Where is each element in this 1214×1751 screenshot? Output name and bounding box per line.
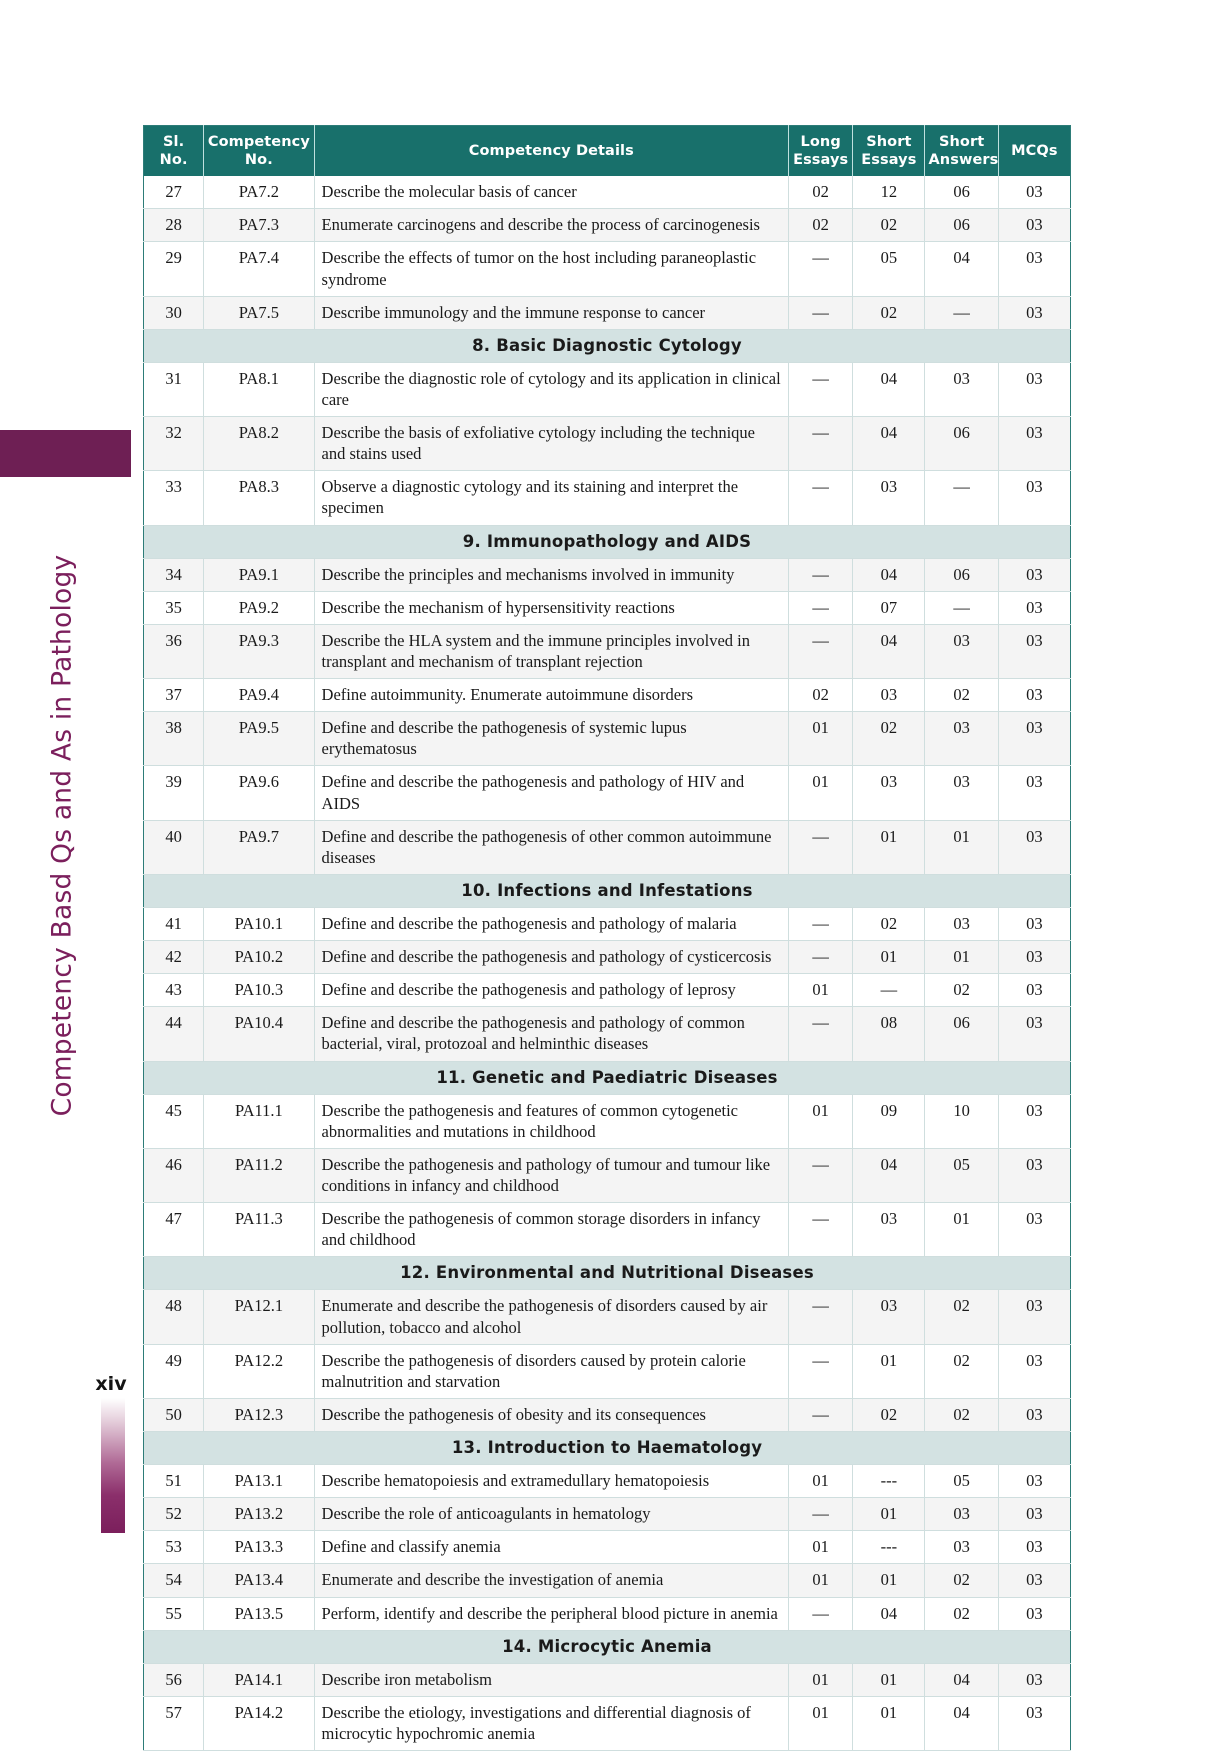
cell-long-essays: 01 [789, 1094, 853, 1148]
cell-sl-no: 48 [144, 1290, 204, 1344]
table-row [144, 1663, 1071, 1696]
cell-competency-details: Define and describe the pathogenesis and pathology of leprosy [314, 974, 789, 1007]
cell-mcqs: 03 [998, 1465, 1070, 1498]
column-header-mcqs: MCQs [998, 126, 1070, 177]
cell-mcqs: 03 [998, 1007, 1070, 1061]
cell-long-essays: — [789, 591, 853, 624]
cell-short-answers: — [925, 471, 998, 525]
cell-short-essays: --- [853, 1531, 925, 1564]
cell-short-answers: 02 [925, 974, 998, 1007]
cell-short-answers: 03 [925, 712, 998, 766]
cell-long-essays: — [789, 624, 853, 678]
cell-mcqs: 03 [998, 296, 1070, 329]
cell-mcqs: 03 [998, 1398, 1070, 1431]
cell-short-answers: 01 [925, 820, 998, 874]
cell-long-essays: — [789, 242, 853, 296]
section-heading-row [144, 1630, 1071, 1663]
cell-mcqs: 03 [998, 1290, 1070, 1344]
table-row [144, 1290, 1071, 1344]
cell-short-essays: 01 [853, 1498, 925, 1531]
table-row [144, 766, 1071, 820]
cell-competency-details: Define and describe the pathogenesis of other common autoimmune diseases [314, 820, 789, 874]
cell-short-answers: 04 [925, 242, 998, 296]
cell-short-answers: 05 [925, 1148, 998, 1202]
cell-short-essays: 01 [853, 1696, 925, 1750]
column-header-short-essays: Short Essays [853, 126, 925, 177]
cell-competency-no: PA11.1 [204, 1094, 314, 1148]
cell-mcqs: 03 [998, 417, 1070, 471]
section-heading-label: 11. Genetic and Paediatric Diseases [144, 1061, 1071, 1094]
cell-sl-no: 55 [144, 1597, 204, 1630]
cell-long-essays: 01 [789, 974, 853, 1007]
cell-short-answers: 06 [925, 176, 998, 209]
cell-long-essays: — [789, 362, 853, 416]
cell-sl-no: 27 [144, 176, 204, 209]
cell-sl-no: 42 [144, 941, 204, 974]
cell-mcqs: 03 [998, 1203, 1070, 1257]
cell-competency-no: PA9.6 [204, 766, 314, 820]
cell-mcqs: 03 [998, 471, 1070, 525]
cell-short-answers: 02 [925, 1564, 998, 1597]
cell-sl-no: 53 [144, 1531, 204, 1564]
cell-sl-no: 35 [144, 591, 204, 624]
cell-long-essays: 01 [789, 1564, 853, 1597]
cell-mcqs: 03 [998, 712, 1070, 766]
cell-competency-details: Describe the basis of exfoliative cytology including the technique and stains used [314, 417, 789, 471]
cell-short-answers: 05 [925, 1465, 998, 1498]
cell-competency-details: Define autoimmunity. Enumerate autoimmune disorders [314, 679, 789, 712]
section-heading-row [144, 1061, 1071, 1094]
cell-short-answers: 02 [925, 1344, 998, 1398]
cell-short-essays: — [853, 974, 925, 1007]
cell-short-answers: 10 [925, 1094, 998, 1148]
cell-competency-no: PA11.3 [204, 1203, 314, 1257]
cell-short-essays: 03 [853, 1290, 925, 1344]
table-row [144, 1696, 1071, 1750]
cell-short-essays: 03 [853, 471, 925, 525]
cell-short-essays: 01 [853, 1663, 925, 1696]
cell-short-answers: 02 [925, 679, 998, 712]
cell-sl-no: 31 [144, 362, 204, 416]
table-row [144, 679, 1071, 712]
table-row [144, 471, 1071, 525]
cell-sl-no: 28 [144, 209, 204, 242]
table-row [144, 1597, 1071, 1630]
section-heading-label: 9. Immunopathology and AIDS [144, 525, 1071, 558]
cell-mcqs: 03 [998, 362, 1070, 416]
cell-sl-no: 49 [144, 1344, 204, 1398]
cell-short-essays: --- [853, 1465, 925, 1498]
cell-short-essays: 01 [853, 820, 925, 874]
cell-competency-details: Describe the diagnostic role of cytology and its application in clinical care [314, 362, 789, 416]
table-row [144, 1148, 1071, 1202]
section-heading-label: 14. Microcytic Anemia [144, 1630, 1071, 1663]
cell-competency-no: PA8.3 [204, 471, 314, 525]
cell-competency-details: Define and describe the pathogenesis of systemic lupus erythematosus [314, 712, 789, 766]
table-row [144, 1344, 1071, 1398]
cell-long-essays: 01 [789, 1465, 853, 1498]
cell-short-essays: 01 [853, 941, 925, 974]
cell-short-essays: 12 [853, 176, 925, 209]
cell-mcqs: 03 [998, 1094, 1070, 1148]
cell-competency-no: PA13.5 [204, 1597, 314, 1630]
cell-competency-no: PA10.2 [204, 941, 314, 974]
cell-mcqs: 03 [998, 1531, 1070, 1564]
cell-long-essays: — [789, 820, 853, 874]
cell-competency-no: PA9.3 [204, 624, 314, 678]
cell-short-essays: 04 [853, 1148, 925, 1202]
page-number: xiv [95, 1373, 127, 1395]
table-row [144, 941, 1071, 974]
cell-short-essays: 02 [853, 712, 925, 766]
section-heading-row [144, 1431, 1071, 1464]
cell-sl-no: 32 [144, 417, 204, 471]
cell-competency-details: Enumerate carcinogens and describe the process of carcinogenesis [314, 209, 789, 242]
table-header-row [144, 126, 1071, 177]
column-header-competency-details: Competency Details [314, 126, 789, 177]
section-heading-row [144, 525, 1071, 558]
section-heading-label: 10. Infections and Infestations [144, 874, 1071, 907]
section-heading-row [144, 1257, 1071, 1290]
cell-long-essays: 01 [789, 766, 853, 820]
table-row [144, 1094, 1071, 1148]
cell-competency-details: Describe the etiology, investigations and differential diagnosis of microcytic hypochromic anemia [314, 1696, 789, 1750]
cell-mcqs: 03 [998, 1344, 1070, 1398]
table-row [144, 974, 1071, 1007]
cell-sl-no: 43 [144, 974, 204, 1007]
cell-long-essays: — [789, 941, 853, 974]
cell-sl-no: 34 [144, 558, 204, 591]
cell-mcqs: 03 [998, 1498, 1070, 1531]
cell-competency-details: Define and describe the pathogenesis and pathology of HIV and AIDS [314, 766, 789, 820]
cell-mcqs: 03 [998, 1696, 1070, 1750]
cell-sl-no: 52 [144, 1498, 204, 1531]
cell-competency-no: PA13.4 [204, 1564, 314, 1597]
cell-short-essays: 03 [853, 766, 925, 820]
cell-sl-no: 39 [144, 766, 204, 820]
table-row [144, 417, 1071, 471]
cell-mcqs: 03 [998, 176, 1070, 209]
cell-mcqs: 03 [998, 820, 1070, 874]
column-header-sl-no: Sl. No. [144, 126, 204, 177]
cell-short-answers: 06 [925, 1007, 998, 1061]
cell-competency-details: Describe the pathogenesis of obesity and its consequences [314, 1398, 789, 1431]
table-row [144, 907, 1071, 940]
table-row [144, 712, 1071, 766]
cell-competency-details: Perform, identify and describe the peripheral blood picture in anemia [314, 1597, 789, 1630]
table-row [144, 1203, 1071, 1257]
cell-long-essays: 02 [789, 209, 853, 242]
cell-long-essays: — [789, 1203, 853, 1257]
cell-short-essays: 02 [853, 296, 925, 329]
table-row [144, 624, 1071, 678]
table-row [144, 176, 1071, 209]
cell-sl-no: 41 [144, 907, 204, 940]
cell-short-essays: 01 [853, 1564, 925, 1597]
cell-short-answers: 03 [925, 766, 998, 820]
cell-competency-details: Describe the principles and mechanisms involved in immunity [314, 558, 789, 591]
cell-long-essays: 01 [789, 1663, 853, 1696]
column-header-long-essays: Long Essays [789, 126, 853, 177]
cell-long-essays: — [789, 1148, 853, 1202]
cell-competency-details: Enumerate and describe the pathogenesis of disorders caused by air pollution, tobacco and alcohol [314, 1290, 789, 1344]
cell-competency-no: PA7.4 [204, 242, 314, 296]
cell-sl-no: 57 [144, 1696, 204, 1750]
book-running-title: Competency Basd Qs and As in Pathology [46, 554, 78, 1117]
cell-competency-details: Define and describe the pathogenesis and pathology of cysticercosis [314, 941, 789, 974]
cell-short-essays: 02 [853, 1398, 925, 1431]
cell-short-answers: 02 [925, 1398, 998, 1431]
cell-short-essays: 03 [853, 1203, 925, 1257]
cell-competency-details: Describe the HLA system and the immune principles involved in transplant and mechanism of transplant rejection [314, 624, 789, 678]
cell-long-essays: 01 [789, 1696, 853, 1750]
cell-short-answers: 06 [925, 417, 998, 471]
cell-sl-no: 45 [144, 1094, 204, 1148]
cell-competency-no: PA10.4 [204, 1007, 314, 1061]
cell-short-answers: 03 [925, 907, 998, 940]
cell-competency-details: Describe the pathogenesis of common storage disorders in infancy and childhood [314, 1203, 789, 1257]
cell-competency-no: PA8.1 [204, 362, 314, 416]
cell-short-essays: 01 [853, 1344, 925, 1398]
cell-short-essays: 04 [853, 362, 925, 416]
cell-short-essays: 05 [853, 242, 925, 296]
cell-mcqs: 03 [998, 558, 1070, 591]
table-row [144, 1498, 1071, 1531]
column-header-short-answers: Short Answers [925, 126, 998, 177]
cell-short-essays: 04 [853, 1597, 925, 1630]
cell-short-essays: 02 [853, 907, 925, 940]
cell-competency-no: PA11.2 [204, 1148, 314, 1202]
cell-long-essays: — [789, 558, 853, 591]
cell-competency-no: PA12.1 [204, 1290, 314, 1344]
cell-long-essays: 01 [789, 712, 853, 766]
cell-competency-details: Enumerate and describe the investigation of anemia [314, 1564, 789, 1597]
cell-short-essays: 02 [853, 209, 925, 242]
cell-competency-details: Describe immunology and the immune response to cancer [314, 296, 789, 329]
cell-short-essays: 04 [853, 417, 925, 471]
cell-short-answers: 03 [925, 362, 998, 416]
cell-short-essays: 07 [853, 591, 925, 624]
cell-mcqs: 03 [998, 941, 1070, 974]
cell-short-answers: 04 [925, 1696, 998, 1750]
cell-long-essays: — [789, 1344, 853, 1398]
cell-long-essays: — [789, 417, 853, 471]
cell-mcqs: 03 [998, 679, 1070, 712]
table-row [144, 820, 1071, 874]
cell-mcqs: 03 [998, 1564, 1070, 1597]
cell-competency-no: PA14.1 [204, 1663, 314, 1696]
table-row [144, 558, 1071, 591]
cell-mcqs: 03 [998, 907, 1070, 940]
cell-sl-no: 29 [144, 242, 204, 296]
section-heading-label: 8. Basic Diagnostic Cytology [144, 329, 1071, 362]
cell-short-answers: 01 [925, 1203, 998, 1257]
cell-mcqs: 03 [998, 1597, 1070, 1630]
section-heading-label: 13. Introduction to Haematology [144, 1431, 1071, 1464]
cell-competency-no: PA12.2 [204, 1344, 314, 1398]
cell-sl-no: 30 [144, 296, 204, 329]
cell-competency-no: PA10.3 [204, 974, 314, 1007]
cell-short-essays: 09 [853, 1094, 925, 1148]
cell-short-answers: 03 [925, 1531, 998, 1564]
column-header-competency-no: Competency No. [204, 126, 314, 177]
cell-long-essays: — [789, 296, 853, 329]
cell-competency-no: PA7.3 [204, 209, 314, 242]
table-row [144, 1007, 1071, 1061]
left-decorative-rail [0, 0, 140, 1533]
table-row [144, 209, 1071, 242]
cell-short-answers: 02 [925, 1597, 998, 1630]
cell-sl-no: 46 [144, 1148, 204, 1202]
cell-competency-details: Describe iron metabolism [314, 1663, 789, 1696]
cell-short-answers: 03 [925, 1498, 998, 1531]
cell-short-answers: 04 [925, 1663, 998, 1696]
cell-sl-no: 40 [144, 820, 204, 874]
cell-competency-no: PA13.2 [204, 1498, 314, 1531]
cell-sl-no: 37 [144, 679, 204, 712]
cell-competency-no: PA12.3 [204, 1398, 314, 1431]
cell-sl-no: 56 [144, 1663, 204, 1696]
cell-mcqs: 03 [998, 766, 1070, 820]
cell-mcqs: 03 [998, 242, 1070, 296]
cell-competency-no: PA9.2 [204, 591, 314, 624]
cell-long-essays: 02 [789, 176, 853, 209]
cell-long-essays: — [789, 1290, 853, 1344]
cell-competency-no: PA9.5 [204, 712, 314, 766]
cell-short-answers: 06 [925, 209, 998, 242]
cell-competency-no: PA8.2 [204, 417, 314, 471]
cell-competency-no: PA13.3 [204, 1531, 314, 1564]
cell-long-essays: 02 [789, 679, 853, 712]
cell-competency-details: Describe the molecular basis of cancer [314, 176, 789, 209]
section-heading-label: 12. Environmental and Nutritional Diseases [144, 1257, 1071, 1290]
cell-sl-no: 50 [144, 1398, 204, 1431]
cell-long-essays: — [789, 1498, 853, 1531]
cell-competency-no: PA10.1 [204, 907, 314, 940]
cell-competency-details: Describe the pathogenesis and pathology of tumour and tumour like conditions in infancy and childhood [314, 1148, 789, 1202]
cell-mcqs: 03 [998, 624, 1070, 678]
cell-long-essays: — [789, 907, 853, 940]
cell-sl-no: 51 [144, 1465, 204, 1498]
cell-short-essays: 04 [853, 624, 925, 678]
cell-competency-no: PA14.2 [204, 1696, 314, 1750]
table-row [144, 1564, 1071, 1597]
cell-long-essays: — [789, 1007, 853, 1061]
cell-mcqs: 03 [998, 1663, 1070, 1696]
table-row [144, 242, 1071, 296]
cell-competency-no: PA9.4 [204, 679, 314, 712]
cell-competency-details: Describe hematopoiesis and extramedullary hematopoiesis [314, 1465, 789, 1498]
cell-mcqs: 03 [998, 209, 1070, 242]
cell-sl-no: 47 [144, 1203, 204, 1257]
cell-short-answers: 01 [925, 941, 998, 974]
table-body [144, 176, 1071, 1750]
section-heading-row [144, 874, 1071, 907]
cell-short-essays: 03 [853, 679, 925, 712]
cell-long-essays: 01 [789, 1531, 853, 1564]
cell-short-essays: 08 [853, 1007, 925, 1061]
cell-mcqs: 03 [998, 591, 1070, 624]
cell-competency-details: Define and describe the pathogenesis and pathology of common bacterial, viral, protozoal and helminthic diseases [314, 1007, 789, 1061]
cell-competency-no: PA7.5 [204, 296, 314, 329]
cell-mcqs: 03 [998, 1148, 1070, 1202]
cell-sl-no: 33 [144, 471, 204, 525]
cell-short-answers: — [925, 296, 998, 329]
table-row [144, 1531, 1071, 1564]
competency-table [143, 125, 1071, 1751]
cell-sl-no: 36 [144, 624, 204, 678]
table-row [144, 362, 1071, 416]
cell-competency-no: PA13.1 [204, 1465, 314, 1498]
cell-short-answers: — [925, 591, 998, 624]
cell-competency-details: Describe the pathogenesis of disorders caused by protein calorie malnutrition and starvation [314, 1344, 789, 1398]
cell-sl-no: 38 [144, 712, 204, 766]
cell-short-essays: 04 [853, 558, 925, 591]
cell-competency-no: PA9.1 [204, 558, 314, 591]
cell-competency-details: Observe a diagnostic cytology and its staining and interpret the specimen [314, 471, 789, 525]
table-row [144, 591, 1071, 624]
cell-competency-no: PA9.7 [204, 820, 314, 874]
section-heading-row [144, 329, 1071, 362]
cell-sl-no: 54 [144, 1564, 204, 1597]
cell-sl-no: 44 [144, 1007, 204, 1061]
table-row [144, 1398, 1071, 1431]
cell-competency-details: Describe the role of anticoagulants in hematology [314, 1498, 789, 1531]
cell-long-essays: — [789, 471, 853, 525]
cell-competency-details: Describe the pathogenesis and features of common cytogenetic abnormalities and mutations in childhood [314, 1094, 789, 1148]
cell-short-answers: 02 [925, 1290, 998, 1344]
cell-competency-details: Describe the effects of tumor on the host including paraneoplastic syndrome [314, 242, 789, 296]
cell-short-answers: 06 [925, 558, 998, 591]
table-header [144, 126, 1071, 177]
table-row [144, 1465, 1071, 1498]
cell-long-essays: — [789, 1597, 853, 1630]
cell-short-answers: 03 [925, 624, 998, 678]
cell-competency-details: Define and classify anemia [314, 1531, 789, 1564]
cell-competency-details: Describe the mechanism of hypersensitivity reactions [314, 591, 789, 624]
cell-competency-no: PA7.2 [204, 176, 314, 209]
cell-mcqs: 03 [998, 974, 1070, 1007]
cell-long-essays: — [789, 1398, 853, 1431]
cell-competency-details: Define and describe the pathogenesis and pathology of malaria [314, 907, 789, 940]
table-row [144, 296, 1071, 329]
purple-gradient-bar [101, 1398, 125, 1533]
